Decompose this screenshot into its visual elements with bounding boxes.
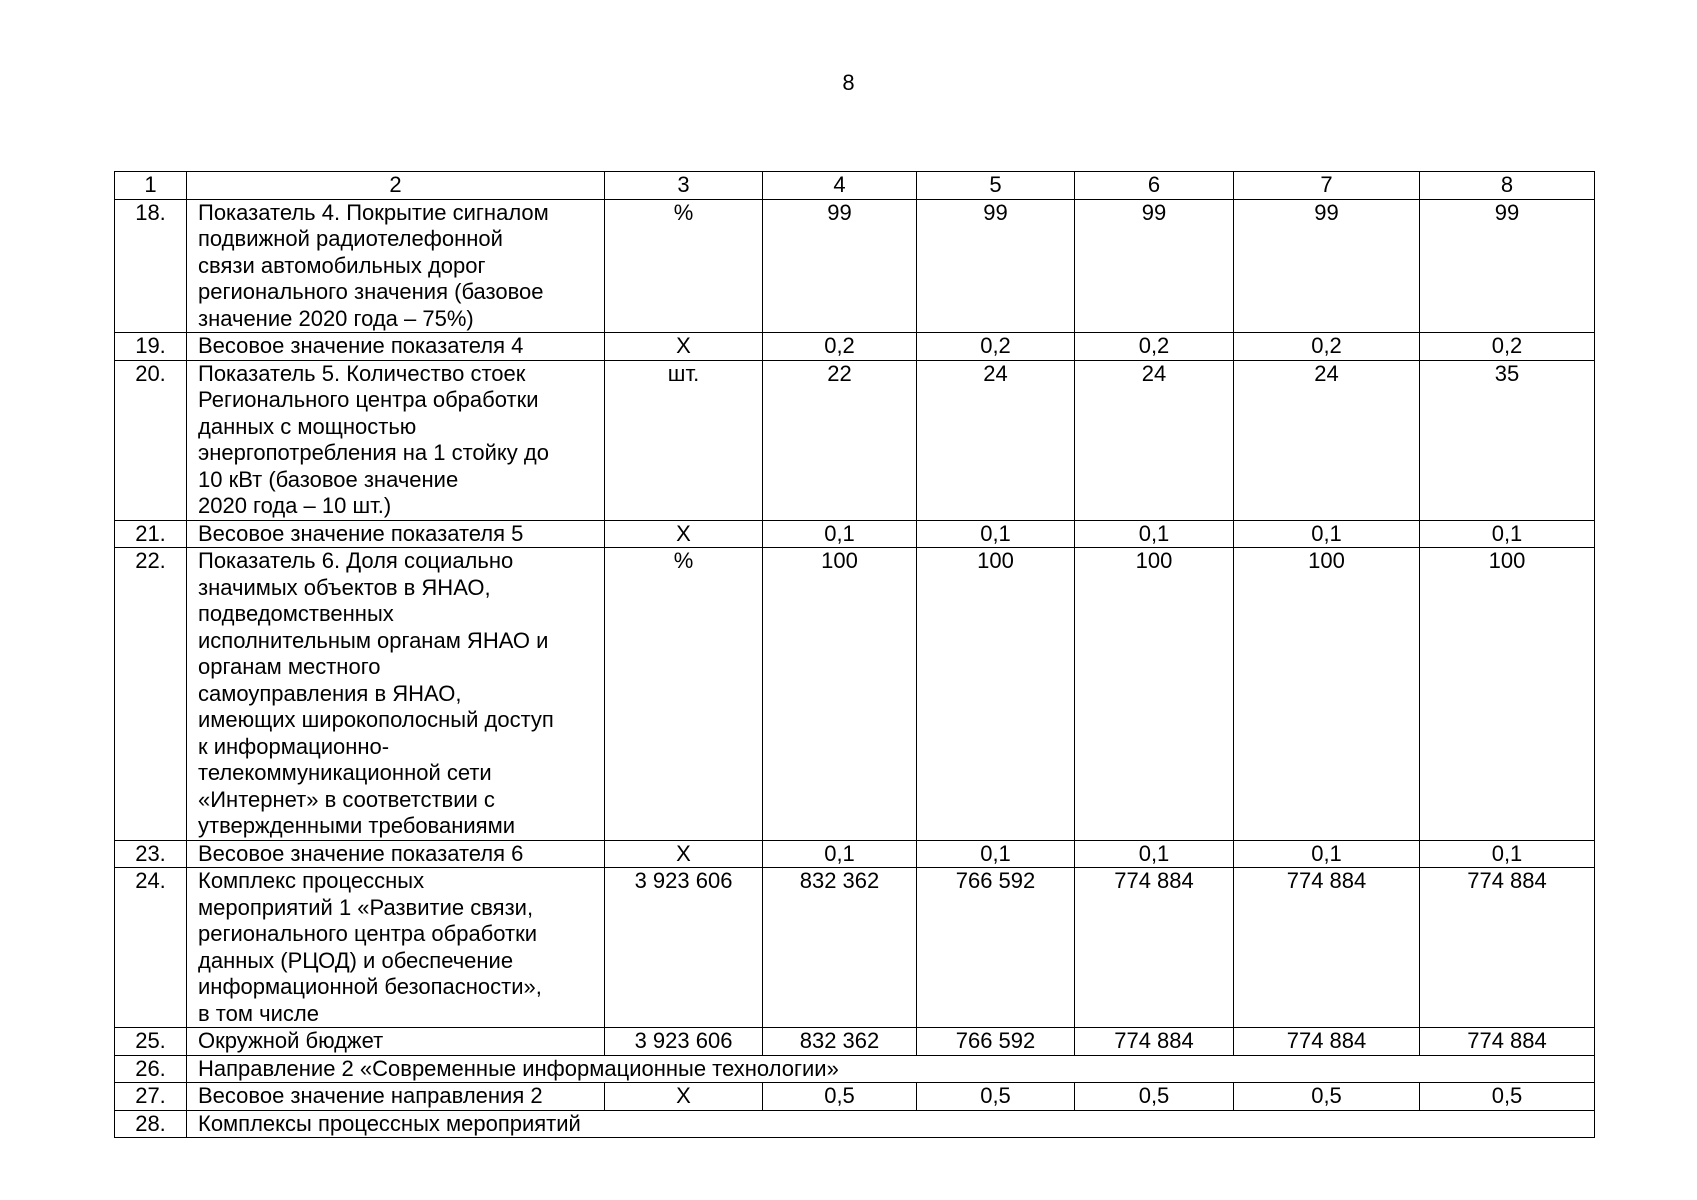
description-line: регионального центра обработки [198, 921, 538, 946]
description-line: Показатель 4. Покрытие сигналом [198, 199, 549, 225]
description-line: данных с мощностью [198, 413, 417, 439]
description-line: Окружной бюджет [198, 1028, 384, 1053]
value-cell: 99 [1075, 199, 1234, 333]
value-cell: 0,5 [1234, 1083, 1420, 1111]
table-row [115, 1055, 1595, 1083]
description-line: энергопотребления на 1 стойку до [198, 440, 549, 465]
description-line: значение 2020 года – 75%) [198, 305, 474, 331]
description-line: информационной безопасности», [198, 974, 542, 999]
row-number: 28. [115, 1110, 187, 1138]
row-description [187, 1110, 1595, 1138]
value-cell: 774 884 [1075, 868, 1234, 1028]
value-cell: 100 [1420, 548, 1595, 841]
value-cell: 0,5 [917, 1083, 1075, 1111]
value-cell: 24 [1234, 360, 1420, 520]
value-cell: 100 [763, 548, 917, 841]
description-line: Регионального центра обработки [198, 387, 539, 412]
description-line: подвижной радиотелефонной [198, 226, 503, 251]
row-description [187, 1028, 605, 1056]
unit-cell: % [605, 548, 763, 841]
table-row [115, 333, 1595, 361]
value-cell: 774 884 [1420, 868, 1595, 1028]
value-cell: 774 884 [1234, 868, 1420, 1028]
row-number: 27. [115, 1083, 187, 1111]
table-row [115, 1110, 1595, 1138]
value-cell: 0,5 [1075, 1083, 1234, 1111]
header-cell: 2 [187, 172, 605, 200]
row-number: 25. [115, 1028, 187, 1056]
value-cell: 100 [917, 548, 1075, 841]
row-number: 21. [115, 520, 187, 548]
value-cell: 774 884 [1420, 1028, 1595, 1056]
description-line: Весовое значение показателя 4 [198, 333, 524, 358]
description-line: Комплекс процессных [198, 868, 425, 893]
description-line: данных (РЦОД) и обеспечение [198, 947, 514, 973]
table-row [115, 868, 1595, 1028]
value-cell: 24 [1075, 360, 1234, 520]
value-cell: 35 [1420, 360, 1595, 520]
row-description [187, 1055, 1595, 1083]
value-cell: 100 [1234, 548, 1420, 841]
row-number: 26. [115, 1055, 187, 1083]
value-cell: 0,5 [763, 1083, 917, 1111]
indicators-table [114, 171, 1595, 1138]
row-description [187, 868, 605, 1028]
description-line: утвержденными требованиями [198, 813, 515, 838]
description-line: Показатель 5. Количество стоек [198, 360, 526, 386]
value-cell: 774 884 [1075, 1028, 1234, 1056]
value-cell: 0,5 [1420, 1083, 1595, 1111]
description-line: мероприятий 1 «Развитие связи, [198, 894, 534, 920]
value-cell: 0,2 [763, 333, 917, 361]
unit-cell: 3 923 606 [605, 1028, 763, 1056]
value-cell: 0,2 [1234, 333, 1420, 361]
description-line: исполнительным органам ЯНАО и [198, 627, 549, 653]
description-line: значимых объектов в ЯНАО, [198, 574, 491, 600]
description-line: в том числе [198, 1000, 319, 1026]
header-cell: 1 [115, 172, 187, 200]
value-cell: 774 884 [1234, 1028, 1420, 1056]
row-description [187, 520, 605, 548]
value-cell: 0,1 [1420, 520, 1595, 548]
header-cell: 6 [1075, 172, 1234, 200]
description-line: Весовое значение направления 2 [198, 1083, 543, 1108]
description-line: подведомственных [198, 601, 394, 626]
value-cell: 100 [1075, 548, 1234, 841]
value-cell: 0,1 [917, 520, 1075, 548]
value-cell: 832 362 [763, 868, 917, 1028]
description-line: Весовое значение показателя 6 [198, 840, 524, 866]
header-cell: 3 [605, 172, 763, 200]
value-cell: 99 [763, 199, 917, 333]
header-row [115, 172, 1595, 200]
value-cell: 766 592 [917, 868, 1075, 1028]
row-description [187, 360, 605, 520]
row-number: 19. [115, 333, 187, 361]
description-line: к информационно- [198, 733, 390, 759]
table-row [115, 1083, 1595, 1111]
unit-cell: Х [605, 840, 763, 868]
value-cell: 0,2 [1075, 333, 1234, 361]
table-row [115, 360, 1595, 520]
row-description [187, 1083, 605, 1111]
unit-cell: % [605, 199, 763, 333]
unit-cell: 3 923 606 [605, 868, 763, 1028]
row-number: 18. [115, 199, 187, 333]
header-cell: 8 [1420, 172, 1595, 200]
unit-cell: Х [605, 1083, 763, 1111]
table-row [115, 1028, 1595, 1056]
value-cell: 0,1 [917, 840, 1075, 868]
row-description [187, 548, 605, 841]
value-cell: 99 [1234, 199, 1420, 333]
page-number: 8 [842, 70, 855, 95]
value-cell: 22 [763, 360, 917, 520]
row-description [187, 840, 605, 868]
table-row [115, 199, 1595, 333]
value-cell: 0,2 [1420, 333, 1595, 361]
value-cell: 0,1 [1234, 520, 1420, 548]
description-line: Весовое значение показателя 5 [198, 520, 524, 546]
header-cell: 4 [763, 172, 917, 200]
description-line: Показатель 6. Доля социально [198, 548, 514, 573]
description-line: «Интернет» в соответствии с [198, 786, 495, 812]
description-line: 2020 года – 10 шт.) [198, 493, 392, 518]
value-cell: 0,1 [1420, 840, 1595, 868]
row-number: 24. [115, 868, 187, 1028]
row-number: 22. [115, 548, 187, 841]
value-cell: 0,2 [917, 333, 1075, 361]
row-description [187, 333, 605, 361]
table-row [115, 548, 1595, 841]
table-body [115, 172, 1595, 1138]
description-line: органам местного [198, 654, 381, 679]
unit-cell: шт. [605, 360, 763, 520]
value-cell: 99 [917, 199, 1075, 333]
description-line: Направление 2 «Современные информационные технологии» [198, 1055, 839, 1081]
value-cell: 766 592 [917, 1028, 1075, 1056]
row-description [187, 199, 605, 333]
value-cell: 24 [917, 360, 1075, 520]
unit-cell: Х [605, 333, 763, 361]
description-line: имеющих широкополосный доступ [198, 707, 554, 732]
value-cell: 0,1 [1075, 840, 1234, 868]
value-cell: 0,1 [1234, 840, 1420, 868]
description-line: телекоммуникационной сети [198, 760, 492, 785]
description-line: 10 кВт (базовое значение [198, 466, 459, 492]
table-row [115, 840, 1595, 868]
description-line: самоуправления в ЯНАО, [198, 680, 462, 706]
description-line: связи автомобильных дорог [198, 252, 486, 278]
table-row [115, 520, 1595, 548]
description-line: регионального значения (базовое [198, 279, 544, 304]
header-cell: 5 [917, 172, 1075, 200]
unit-cell: Х [605, 520, 763, 548]
value-cell: 0,1 [763, 520, 917, 548]
description-line: Комплексы процессных мероприятий [198, 1110, 581, 1136]
header-cell: 7 [1234, 172, 1420, 200]
row-number: 20. [115, 360, 187, 520]
row-number: 23. [115, 840, 187, 868]
value-cell: 0,1 [1075, 520, 1234, 548]
value-cell: 832 362 [763, 1028, 917, 1056]
value-cell: 0,1 [763, 840, 917, 868]
value-cell: 99 [1420, 199, 1595, 333]
